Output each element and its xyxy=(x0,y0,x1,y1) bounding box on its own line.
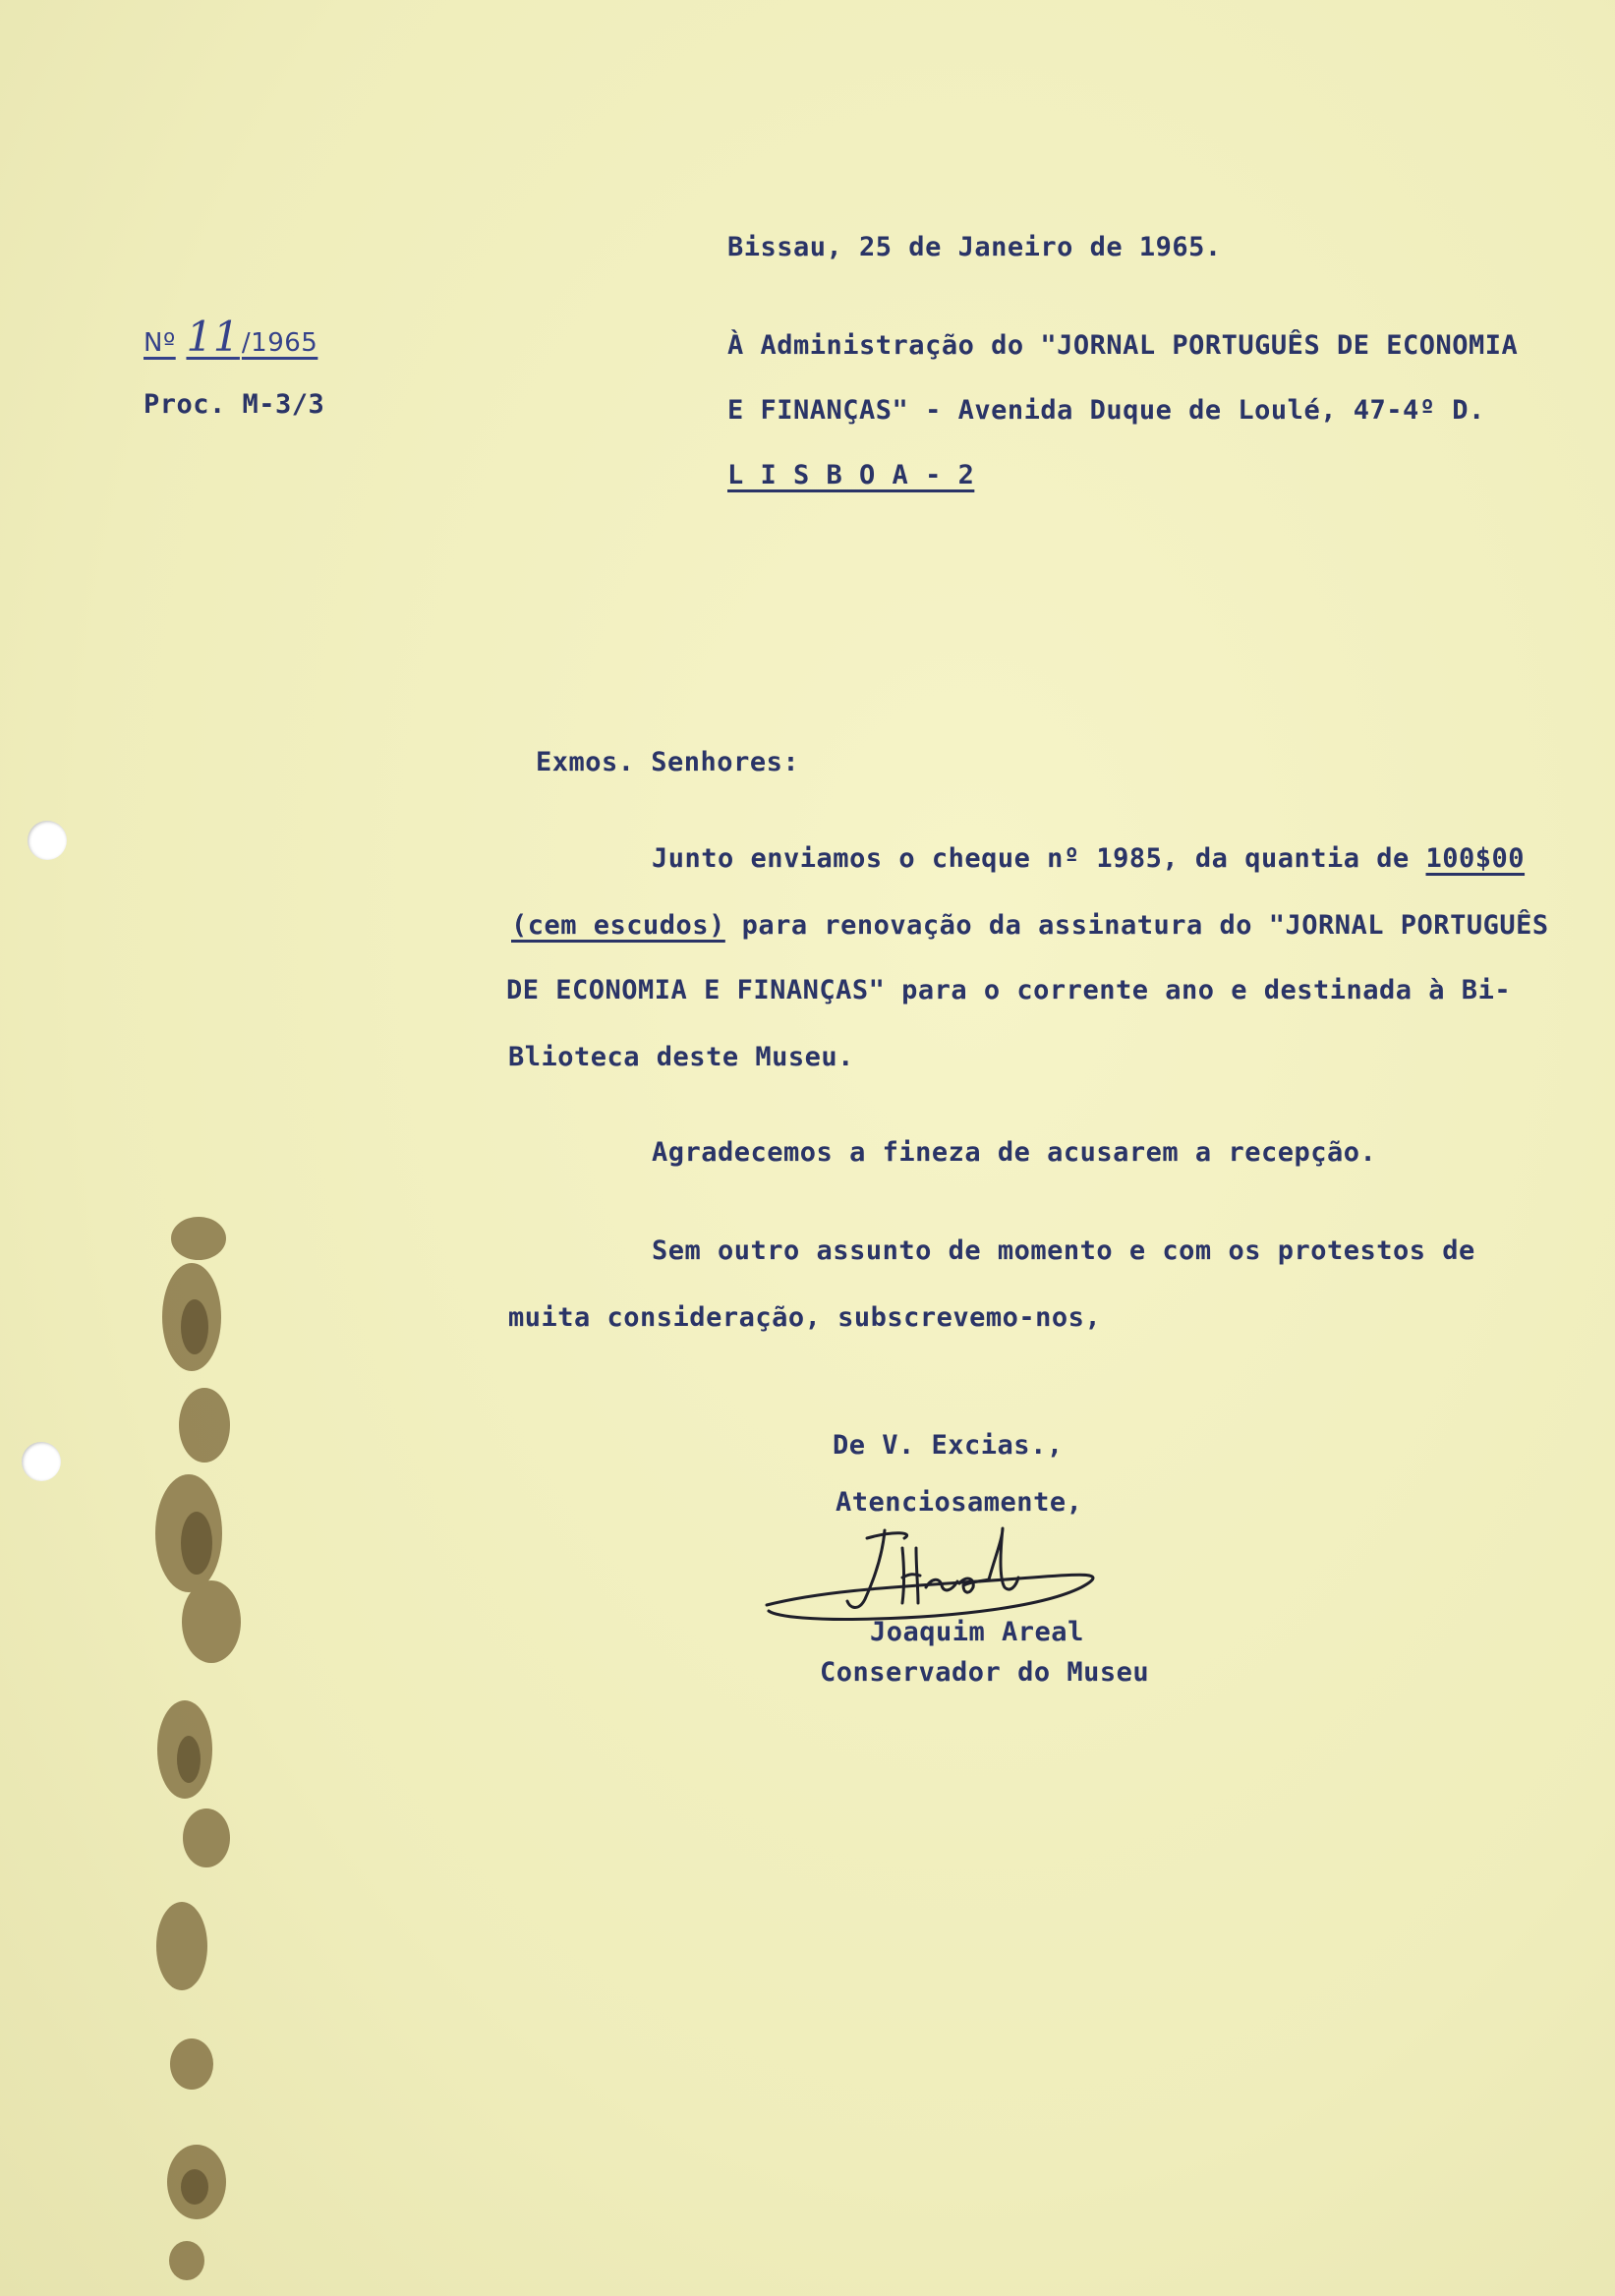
recipient-city: L I S B O A - 2 xyxy=(727,460,975,490)
amount: 100$00 xyxy=(1425,843,1526,874)
reference-handwritten-number: 11 xyxy=(186,313,240,361)
paragraph-1-line-3: DE ECONOMIA E FINANÇAS" para o corrente ano e destinada à Bi- xyxy=(506,975,1512,1005)
water-stains xyxy=(138,1199,295,2296)
paragraph-1-line-1 xyxy=(652,843,1525,874)
recipient-line-1: À Administração do "JORNAL PORTUGUÊS DE ECONOMIA xyxy=(727,330,1519,361)
paragraph-3-line-2: muita consideração, subscrevemo-nos, xyxy=(508,1302,1102,1333)
place-date: Bissau, 25 de Janeiro de 1965. xyxy=(727,232,1222,262)
signatory-title: Conservador do Museu xyxy=(820,1657,1150,1688)
paragraph-1-line-4: Blioteca deste Museu. xyxy=(508,1042,854,1072)
punch-hole-top xyxy=(28,821,67,860)
closing-line-1: De V. Excias., xyxy=(833,1430,1064,1461)
signature xyxy=(757,1509,1150,1627)
process-reference: Proc. M-3/3 xyxy=(144,389,325,420)
paragraph-1-line-1-text: Junto enviamos o cheque nº 1985, da quantia de xyxy=(652,843,1426,874)
reference-prefix: Nº xyxy=(144,328,176,358)
salutation: Exmos. Senhores: xyxy=(536,747,800,777)
amount-in-words: (cem escudos) xyxy=(511,910,725,941)
paragraph-3-line-1: Sem outro assunto de momento e com os protestos de xyxy=(652,1235,1475,1266)
reference-year: /1965 xyxy=(241,328,318,358)
paragraph-2: Agradecemos a fineza de acusarem a recepção. xyxy=(652,1137,1377,1168)
paragraph-1-line-2-text: para renovação da assinatura do "JORNAL PORTUGUÊS xyxy=(724,910,1549,941)
closing-line-2: Atenciosamente, xyxy=(836,1487,1083,1518)
reference-number xyxy=(144,313,317,361)
recipient-line-2: E FINANÇAS" - Avenida Duque de Loulé, 47-4º D. xyxy=(727,395,1485,426)
punch-hole-bottom xyxy=(22,1442,61,1481)
signatory-name: Joaquim Areal xyxy=(870,1617,1084,1647)
paragraph-1-line-2 xyxy=(511,910,1549,941)
